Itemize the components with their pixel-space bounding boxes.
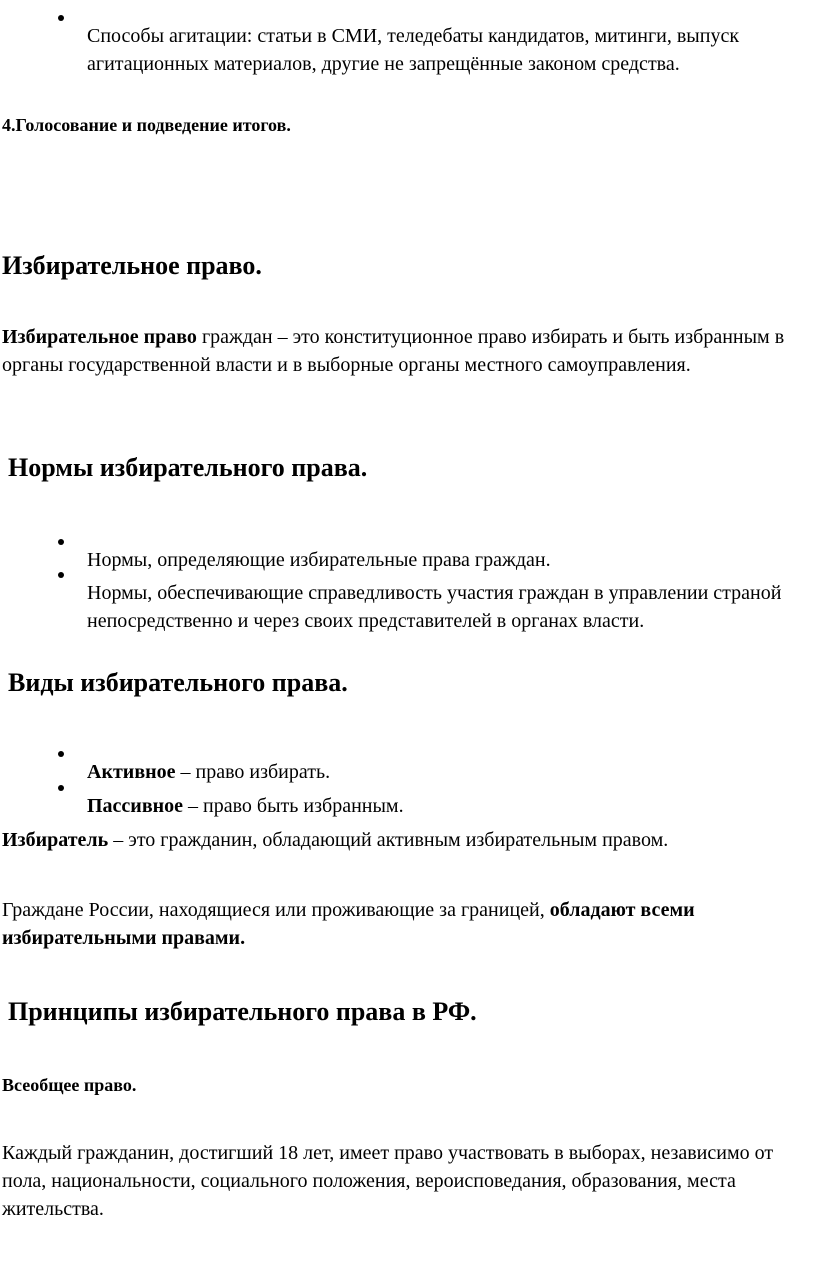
passive-term: Пассивное [87,795,184,817]
bullet-icon [58,539,64,545]
bullet-icon [58,572,64,578]
passive-right-item [87,792,802,820]
voter-term: Избиратель [2,829,109,851]
agitation-bullet-text: Способы агитации: статьи в СМИ, теледебаты кандидатов, митинги, выпуск агитационных материалов, другие не запрещённые законом средства. [87,25,740,75]
definition-term: Избирательное право [2,326,197,348]
voter-text: – это гражданин, обладающий активным избирательным правом. [108,829,669,851]
abroad-text: Граждане России, находящиеся или проживающие за границей, [2,899,550,921]
principles-heading: Принципы избирательного права в РФ. [8,997,477,1026]
active-text: – право избирать. [175,761,331,783]
active-term: Активное [87,761,176,783]
abroad-bold: обладают всеми избирательными правами. [2,899,695,949]
norms-heading: Нормы избирательного права. [8,453,368,482]
definition-text: граждан – это конституционное право избирать и быть избранным в органы государственной власти и в выборные органы местного самоуправления. [2,326,785,376]
bullet-icon [58,751,64,757]
universal-right-subheading: Всеобщее право. [2,1075,137,1095]
passive-text: – право быть избранным. [183,795,404,817]
active-right-item [87,758,802,786]
norms-item-1: Нормы, определяющие избирательные права граждан. [87,549,551,571]
citizens-abroad-paragraph [2,896,792,952]
norms-item-2: Нормы, обеспечивающие справедливость участия граждан в управлении страной непосредственно и через своих представителей в органах власти. [87,582,782,632]
universal-right-paragraph: Каждый гражданин, достигший 18 лет, имеет право участвовать в выборах, независимо от пола, национальности, социального положения, вероисповедания, образования, места жительства. [2,1142,774,1220]
types-heading: Виды избирательного права. [8,668,348,697]
bullet-icon [58,15,64,21]
bullet-icon [58,785,64,791]
electoral-law-definition [2,323,802,379]
electoral-law-heading: Избирательное право. [2,251,262,280]
voter-definition [2,826,812,854]
step4-heading: 4.Голосование и подведение итогов. [2,115,291,135]
